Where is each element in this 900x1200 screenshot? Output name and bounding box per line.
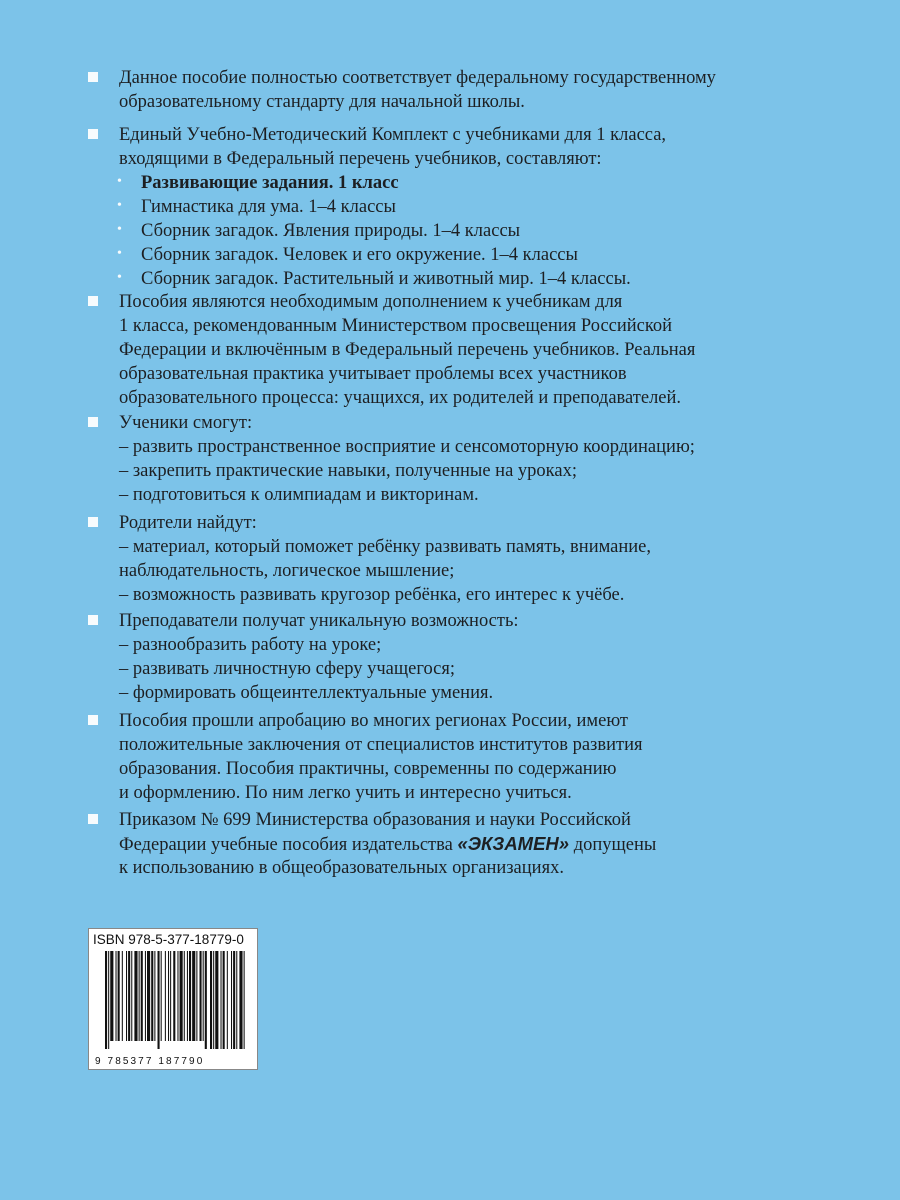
publisher-name: «ЭКЗАМЕН» [457,833,570,854]
text-line: образования. Пособия практичны, современны по содержанию [119,759,617,779]
square-bullet-icon [88,715,98,725]
text-line: – формировать общеинтеллектуальные умения. [119,683,494,703]
text-line: положительные заключения от специалистов институтов развития [119,735,643,755]
barcode-bar [116,951,117,1041]
barcode-bar [231,951,232,1049]
list-item: • Сборник загадок. Явления природы. 1–4 классы [117,221,521,241]
barcode-bar [236,951,237,1049]
text-line: – развивать личностную сферу учащегося; [119,659,456,679]
square-bullet-icon [88,814,98,824]
barcode-bar [170,951,171,1041]
barcode-bar [192,951,195,1041]
section-teachers [88,609,868,705]
section-supplement [88,290,868,410]
barcode-bar [205,951,207,1049]
text-line: Федерации учебные пособия издательства [119,835,453,855]
text-line: Федерации и включённым в Федеральный перечень учебников. Реальная [119,340,696,360]
dot-bullet-icon: • [117,270,122,285]
barcode-bar [221,951,222,1049]
barcode-bar [145,951,146,1041]
barcode-bar [147,951,150,1041]
text-line: образовательная практика учитывает проблемы всех участников [119,364,627,384]
isbn-label: ISBN 978-5-377-18779-0 [93,932,244,947]
section-order [88,808,868,880]
barcode-bar [128,951,130,1041]
text-line: Приказом № 699 Министерства образования и науки Российской [119,810,631,830]
text-line: 1 класса, рекомендованным Министерством просвещения Российской [119,316,673,336]
text-line: наблюдательность, логическое мышление; [119,561,455,581]
barcode-bar [187,951,188,1041]
text-line: – подготовиться к олимпиадам и викторинам. [119,485,479,505]
dot-bullet-icon: • [117,246,122,261]
barcode-digits: 9 785377 187790 [95,1056,205,1067]
text-line: Преподаватели получат уникальную возможность: [119,611,519,631]
text-line: Пособия прошли апробацию во многих регионах России, имеют [119,711,629,731]
dot-bullet-icon: • [117,222,122,237]
barcode-bar [180,951,183,1041]
text-line: – закрепить практические навыки, полученные на уроках; [119,461,577,481]
square-bullet-icon [88,615,98,625]
barcode-bar [233,951,235,1049]
barcode-bar [141,951,143,1041]
square-bullet-icon [88,296,98,306]
barcode-bar [105,951,107,1049]
barcode-bar [134,951,137,1041]
text-line: допущены [569,835,657,855]
barcode-bar [227,951,228,1049]
text-line: Пособия являются необходимым дополнением к учебникам для [119,292,623,312]
list-item: • Гимнастика для ума. 1–4 классы [117,197,396,217]
dot-bullet-icon: • [117,198,122,213]
barcode-bar [108,951,109,1049]
section-complect [88,123,868,291]
barcode-bar [131,951,132,1041]
section-approbation [88,709,868,805]
isbn-barcode-box [88,928,258,1070]
barcode-bar [184,951,185,1041]
text-line: Единый Учебно-Методический Комплект с учебниками для 1 класса, [119,125,667,145]
list-item: • Развивающие задания. 1 класс [117,173,399,193]
list-item: • Сборник загадок. Человек и его окружение. 1–4 классы [117,245,578,265]
barcode-bar [173,951,175,1041]
barcode-bar [239,951,242,1049]
barcode-bar [161,951,162,1041]
barcode-bar [154,951,155,1041]
text-line: – разнообразить работу на уроке; [119,635,382,655]
barcode-bar [158,951,160,1049]
barcode-bar [223,951,225,1049]
text-line: Родители найдут: [119,513,257,533]
barcode-bar [110,951,113,1041]
barcode-bar [203,951,204,1041]
barcode-bar [122,951,123,1041]
text-line: входящими в Федеральный перечень учебников, составляют: [119,149,602,169]
square-bullet-icon [88,72,98,82]
barcode-bar [213,951,214,1049]
barcode-bar [165,951,166,1041]
barcode-bar [244,951,245,1049]
dot-bullet-icon: • [117,174,122,189]
barcode-bar [139,951,140,1041]
text-line: и оформлению. По ним легко учить и интересно учиться. [119,783,572,803]
text-line: образовательного процесса: учащихся, их родителей и преподавателей. [119,388,682,408]
square-bullet-icon [88,517,98,527]
text-line: – развить пространственное восприятие и сенсомоторную координацию; [119,437,695,457]
barcode-bar [177,951,178,1041]
text-line: к использованию в общеобразовательных организациях. [119,858,564,878]
text-line: образовательному стандарту для начальной школы. [119,92,525,112]
barcode-bar [210,951,212,1049]
section-students [88,411,868,507]
list-item: • Сборник загадок. Растительный и животный мир. 1–4 классы. [117,269,631,289]
barcode-icon [105,951,245,1049]
text-line: Ученики смогут: [119,413,253,433]
barcode-bar [189,951,191,1041]
square-bullet-icon [88,129,98,139]
square-bullet-icon [88,417,98,427]
barcode-bar [168,951,169,1041]
section-parents [88,511,868,607]
text-line: Данное пособие полностью соответствует федеральному государственному [119,68,716,88]
barcode-bar [126,951,127,1041]
text-line: – материал, который поможет ребёнку развивать память, внимание, [119,537,652,557]
barcode-bar [215,951,218,1049]
barcode-bar [196,951,197,1041]
text-line: – возможность развивать кругозор ребёнка, его интерес к учёбе. [119,585,625,605]
barcode-bar [118,951,120,1041]
barcode-bar [200,951,202,1041]
section-standard [88,66,868,114]
barcode-bar [151,951,153,1041]
